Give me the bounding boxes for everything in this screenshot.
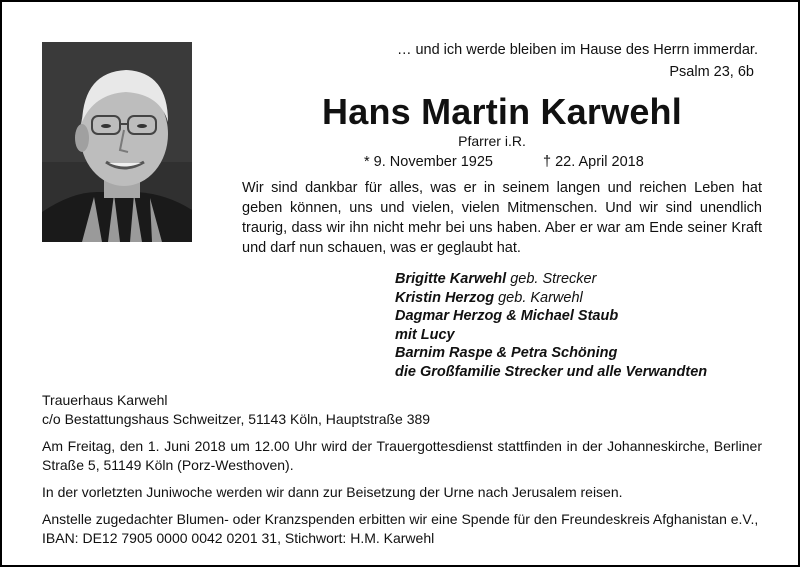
deceased-title: Pfarrer i.R. [458, 133, 526, 149]
family-member: Dagmar Herzog & Michael Staub [395, 308, 619, 324]
donation-iban: IBAN: DE12 7905 0000 0042 0201 31, Stichwort: H.M. Karwehl [42, 530, 435, 546]
mourning-house: Trauerhaus Karwehl [42, 392, 168, 408]
family-member: Barnim Raspe & Petra Schöning [395, 345, 618, 361]
donation-text: Anstelle zugedachter Blumen- oder Kranzspenden erbitten wir eine Spende für den Freundeskreis Afghanistan e.V., [42, 511, 759, 527]
family-member: Kristin Herzog geb. Karwehl [395, 289, 583, 306]
verse-reference: Psalm 23, 6b [669, 64, 754, 80]
portrait-photo [42, 42, 192, 242]
life-dates [364, 154, 644, 170]
mourning-house-address: c/o Bestattungshaus Schweitzer, 51143 Köln, Hauptstraße 389 [42, 411, 431, 427]
service-info [42, 391, 762, 548]
bible-verse [302, 39, 758, 83]
service-text: Am Freitag, den 1. Juni 2018 um 12.00 Uhr wird der Trauergottesdienst stattfinden in der Johanneskirche, Berliner Straße 5, 51149 Köln (Porz-Westhoven). [42, 438, 762, 473]
burial-text: In der vorletzten Juniwoche werden wir dann zur Beisetzung der Urne nach Jerusalem reisen. [42, 484, 623, 500]
family-list [395, 270, 755, 381]
verse-text: … und ich werde bleiben im Hause des Herrn immerdar. [396, 42, 758, 58]
deceased-name: Hans Martin Karwehl [322, 91, 682, 132]
family-member: mit Lucy [395, 326, 455, 343]
portrait-image [42, 42, 192, 242]
family-member: die Großfamilie Strecker und alle Verwandten [395, 363, 708, 380]
birth-date: * 9. November 1925 [364, 154, 493, 170]
death-date: † 22. April 2018 [543, 154, 644, 170]
intro-text: Wir sind dankbar für alles, was er in seinem langen und reichen Leben hat geben können, uns und vielen, vielen Mitmenschen. Und wir sind unendlich traurig, dass wir ihn nicht mehr bei uns haben. Aber er war am Ende seiner Kraft und darf nun schauen, was er geglaubt hat. [242, 180, 762, 256]
family-member: Brigitte Karwehl geb. Strecker [395, 271, 597, 287]
